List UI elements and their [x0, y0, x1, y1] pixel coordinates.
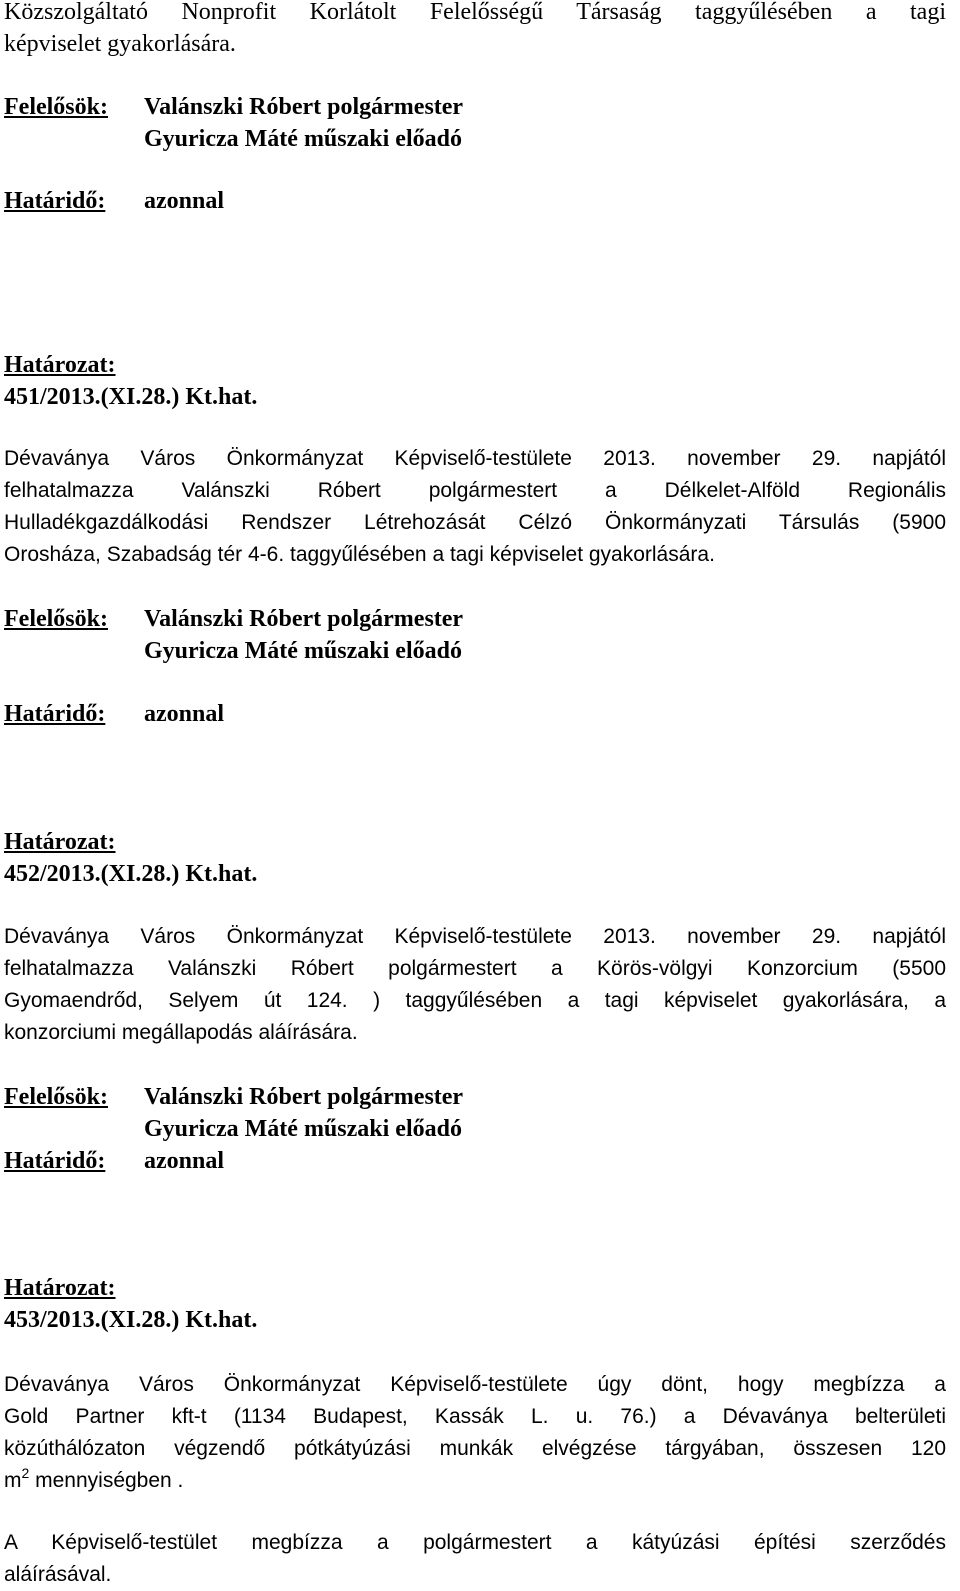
superscript: 2 [21, 1465, 30, 1481]
resolution-number: 452/2013.(XI.28.) Kt.hat. [4, 861, 258, 887]
deadline-value: azonnal [144, 188, 225, 214]
felelosok-label: Felelősök: [4, 1084, 108, 1110]
deadline-row-451 [4, 698, 946, 730]
hatarido-label: Határidő: [4, 701, 106, 727]
responsible-person: Gyuricza Máté műszaki előadó [144, 126, 462, 152]
responsibles-row-0 [4, 91, 946, 123]
responsible-person: Gyuricza Máté műszaki előadó [144, 1116, 462, 1142]
resolution-text-line: közúthálózaton végzendő pótkátyúzási munkák elvégzése tárgyában, összesen 120 [4, 1437, 946, 1460]
resolution-text-line: aláírásával. [4, 1563, 112, 1586]
intro-line-2: képviselet gyakorlására. [4, 31, 236, 57]
responsibles-row-451b [4, 635, 946, 667]
hatarido-label: Határidő: [4, 1148, 106, 1174]
responsibles-row-452b [4, 1113, 946, 1145]
hatarido-label: Határidő: [4, 188, 106, 214]
responsibles-row-452 [4, 1081, 946, 1113]
resolution-header: Határozat: [4, 352, 116, 378]
resolution-header: Határozat: [4, 1275, 116, 1301]
felelosok-label: Felelősök: [4, 606, 108, 632]
resolution-text-line: Dévaványa Város Önkormányzat Képviselő-testülete 2013. november 29. napjától [4, 447, 946, 470]
deadline-value: azonnal [144, 701, 225, 727]
responsibles-row-451 [4, 603, 946, 635]
resolution-text-line: Hulladékgazdálkodási Rendszer Létrehozását Célzó Önkormányzati Társulás (5900 [4, 511, 946, 534]
deadline-value: azonnal [144, 1148, 225, 1174]
felelosok-label: Felelősök: [4, 94, 108, 120]
resolution-number: 451/2013.(XI.28.) Kt.hat. [4, 384, 258, 410]
resolution-text-line: $m^2$ mennyiségben . [4, 1465, 184, 1492]
resolution-header: Határozat: [4, 829, 116, 855]
resolution-text-line: Dévaványa Város Önkormányzat Képviselő-testülete 2013. november 29. napjától [4, 925, 946, 948]
resolution-number: 453/2013.(XI.28.) Kt.hat. [4, 1307, 258, 1333]
resolution-text-line: Gyomaendrőd, Selyem út 124. ) taggyűlésében a tagi képviselet gyakorlására, a [4, 989, 946, 1012]
resolution-text-line: Orosháza, Szabadság tér 4-6. taggyűlésében a tagi képviselet gyakorlására. [4, 543, 715, 566]
resolution-text-line: Dévaványa Város Önkormányzat Képviselő-testülete úgy dönt, hogy megbízza a [4, 1373, 946, 1396]
resolution-text-line: Gold Partner kft-t (1134 Budapest, Kassák L. u. 76.) a Dévaványa belterületi [4, 1405, 946, 1428]
intro-line-1: Közszolgáltató Nonprofit Korlátolt Felelősségű Társaság taggyűlésében a tagi [4, 0, 946, 25]
responsible-person: Valánszki Róbert polgármester [144, 606, 464, 632]
resolution-text-line: felhatalmazza Valánszki Róbert polgármestert a Körös-völgyi Konzorcium (5500 [4, 957, 946, 980]
responsible-person: Valánszki Róbert polgármester [144, 94, 464, 120]
responsibles-row-0b [4, 123, 946, 155]
resolution-text-line: felhatalmazza Valánszki Róbert polgármestert a Délkelet-Alföld Regionális [4, 479, 946, 502]
deadline-row-452 [4, 1145, 946, 1177]
resolution-text-line: konzorciumi megállapodás aláírására. [4, 1021, 358, 1044]
deadline-row-0 [4, 185, 946, 217]
responsible-person: Valánszki Róbert polgármester [144, 1084, 464, 1110]
responsible-person: Gyuricza Máté műszaki előadó [144, 638, 462, 664]
resolution-text-line: A Képviselő-testület megbízza a polgármestert a kátyúzási építési szerződés [4, 1531, 946, 1554]
